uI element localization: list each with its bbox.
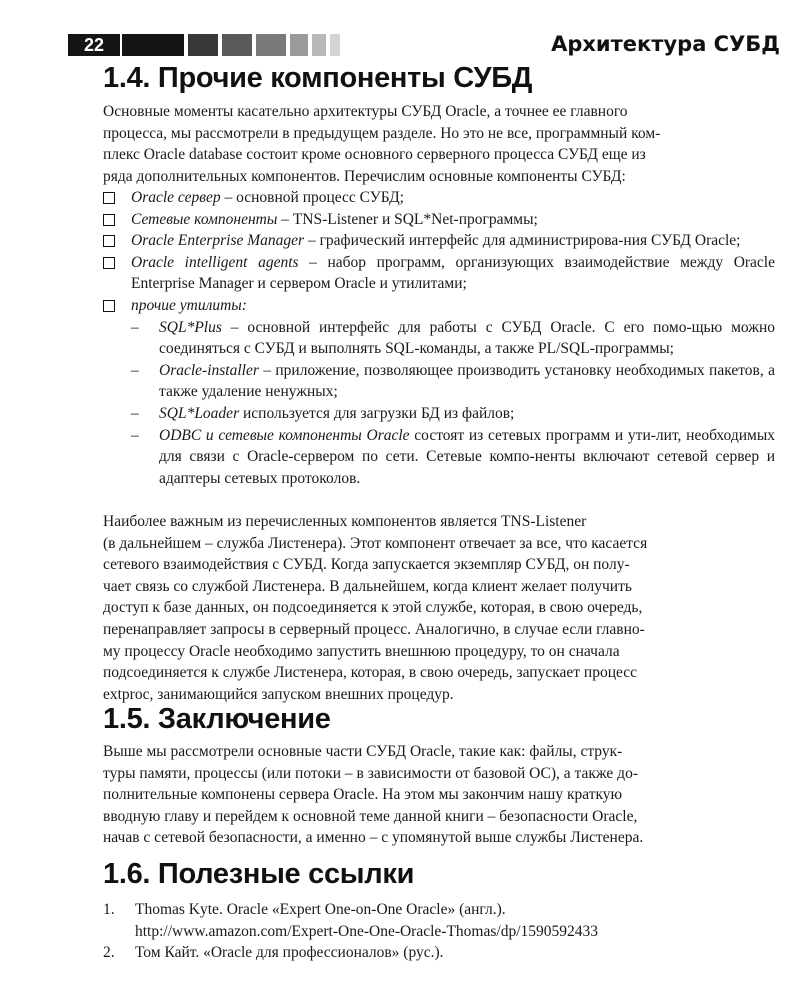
text-line: му процессу Oracle необходимо запустить внешнюю процедуру, то он сначала [103,642,620,660]
text-line: доступ к базе данных, он подсоединяется к этой службе, которая, в свою очередь, [103,599,643,617]
dash-bullet: – [131,318,139,336]
text-line: плекс Oracle database состоит кроме основного серверного процесса СУБД еще из [103,146,646,164]
section-1-4-closing [103,511,775,705]
page-header [68,34,780,56]
components-list [103,187,775,489]
list-item [103,209,775,231]
checkbox-bullet-icon [103,300,115,312]
text-line: сетевого взаимодействия с СУБД. Когда запускается экземпляр СУБД, он полу- [103,556,630,574]
reference-title: Thomas Kyte. Oracle «Expert One-on-One Oracle» (англ.). [135,901,506,918]
checkbox-bullet-icon [103,192,115,204]
dash-bullet: – [131,361,139,379]
list-item [103,252,775,295]
section-title-1-4: 1.4. Прочие компоненты СУБД [103,62,533,94]
sub-list-item [103,360,775,403]
header-bar [312,34,326,56]
section-title-1-6: 1.6. Полезные ссылки [103,858,415,890]
text-line: (в дальнейшем – служба Листенера). Этот компонент отвечает за все, что касается [103,534,648,552]
item-text: – набор программ, организующих взаимодействие между Oracle Enterprise Manager и сервером Oracle и утилитами; [131,253,775,293]
reference-number: 2. [103,944,115,962]
text-line: перенаправляет запросы в серверный процесс. Аналогично, в случае если главно- [103,620,645,638]
term: Oracle-installer [159,361,259,379]
page-number: 22 [68,34,120,56]
item-text: – графический интерфейс для администрирова-ния СУБД Oracle; [304,232,741,250]
item-text: используется для загрузки БД из файлов; [239,404,515,422]
list-item [103,187,775,209]
item-text: состоят из сетевых программ и ути-лит, необходимых для связи с Oracle-сервером по сети. Сетевые компо-ненты включают сетевой сервер и адаптеры сетевых протоколов. [159,426,775,487]
sub-list-item [103,403,775,425]
item-text: – приложение, позволяющее производить установку необходимых пакетов, а также удаление ненужных; [159,361,775,401]
header-bar [290,34,308,56]
text-line: полнительные компонены сервера Oracle. На этом мы закончим нашу краткую [103,786,623,804]
reference-item [103,942,783,964]
text-line: extproc, занимающийся запуском внешних процедур. [103,685,454,703]
term: Сетевые компоненты [131,210,278,228]
text-line: процесса, мы рассмотрели в предыдущем разделе. Но это не все, программный ком- [103,124,661,142]
references-list [103,899,783,964]
checkbox-bullet-icon [103,235,115,247]
header-decoration-bars [122,34,344,56]
term: Oracle intelligent agents [131,253,299,271]
dash-bullet: – [131,426,139,444]
term: SQL*Plus [159,318,222,336]
dash-bullet: – [131,404,139,422]
item-text: – TNS-Listener и SQL*Net-программы; [277,210,538,228]
sub-list-item [103,425,775,490]
text-line: туры памяти, процессы (или потоки – в зависимости от базовой ОС), а также до- [103,764,638,782]
item-text: – основной процесс СУБД; [220,189,404,206]
text-line: чает связь со службой Листенера. В дальнейшем, когда клиент желает получить [103,577,632,595]
header-bar [122,34,184,56]
text-line: Выше мы рассмотрели основные части СУБД Oracle, такие как: файлы, струк- [103,743,623,760]
chapter-title: Архитектура СУБД [551,32,780,56]
header-bar [188,34,218,56]
term: ODBC и сетевые компоненты Oracle [159,426,410,444]
term: Oracle сервер [131,189,221,206]
section-1-5-text [103,741,775,849]
header-bar [330,34,340,56]
text-line: вводную главу и перейдем к основной теме данной книги – безопасности Oracle, [103,807,638,825]
reference-title: Том Кайт. «Oracle для профессионалов» (рус.). [135,944,444,962]
sub-list-item [103,317,775,360]
header-bar [256,34,286,56]
term: прочие утилиты: [131,296,247,314]
text-line: подсоединяется к службе Листенера, которая, в свою очередь, запускает процесс [103,664,638,682]
item-text: – основной интерфейс для работы с СУБД Oracle. С его помо-щью можно соединяться с СУБД и выполнять SQL-команды, а также PL/SQL-программы; [159,318,775,358]
list-item [103,295,775,489]
section-1-4-intro [103,101,775,187]
reference-item [103,899,783,942]
reference-number: 1. [103,901,115,918]
reference-link[interactable]: http://www.amazon.com/Expert-One-One-Oracle-Thomas/dp/1590592433 [135,922,599,940]
text-line: ряда дополнительных компонентов. Перечислим основные компоненты СУБД: [103,167,626,185]
header-bar [222,34,252,56]
text-line: Наиболее важным из перечисленных компонентов является TNS-Listener [103,513,587,530]
checkbox-bullet-icon [103,257,115,269]
term: Oracle Enterprise Manager [131,232,305,250]
utilities-sublist [103,317,775,490]
checkbox-bullet-icon [103,214,115,226]
list-item [103,230,775,252]
section-title-1-5: 1.5. Заключение [103,703,331,735]
text-line: Основные моменты касательно архитектуры СУБД Oracle, а точнее ее главного [103,103,628,120]
term: SQL*Loader [159,404,240,422]
text-line: начав с сетевой безопасности, а именно – с упомянутой выше службы Листенера. [103,829,644,847]
